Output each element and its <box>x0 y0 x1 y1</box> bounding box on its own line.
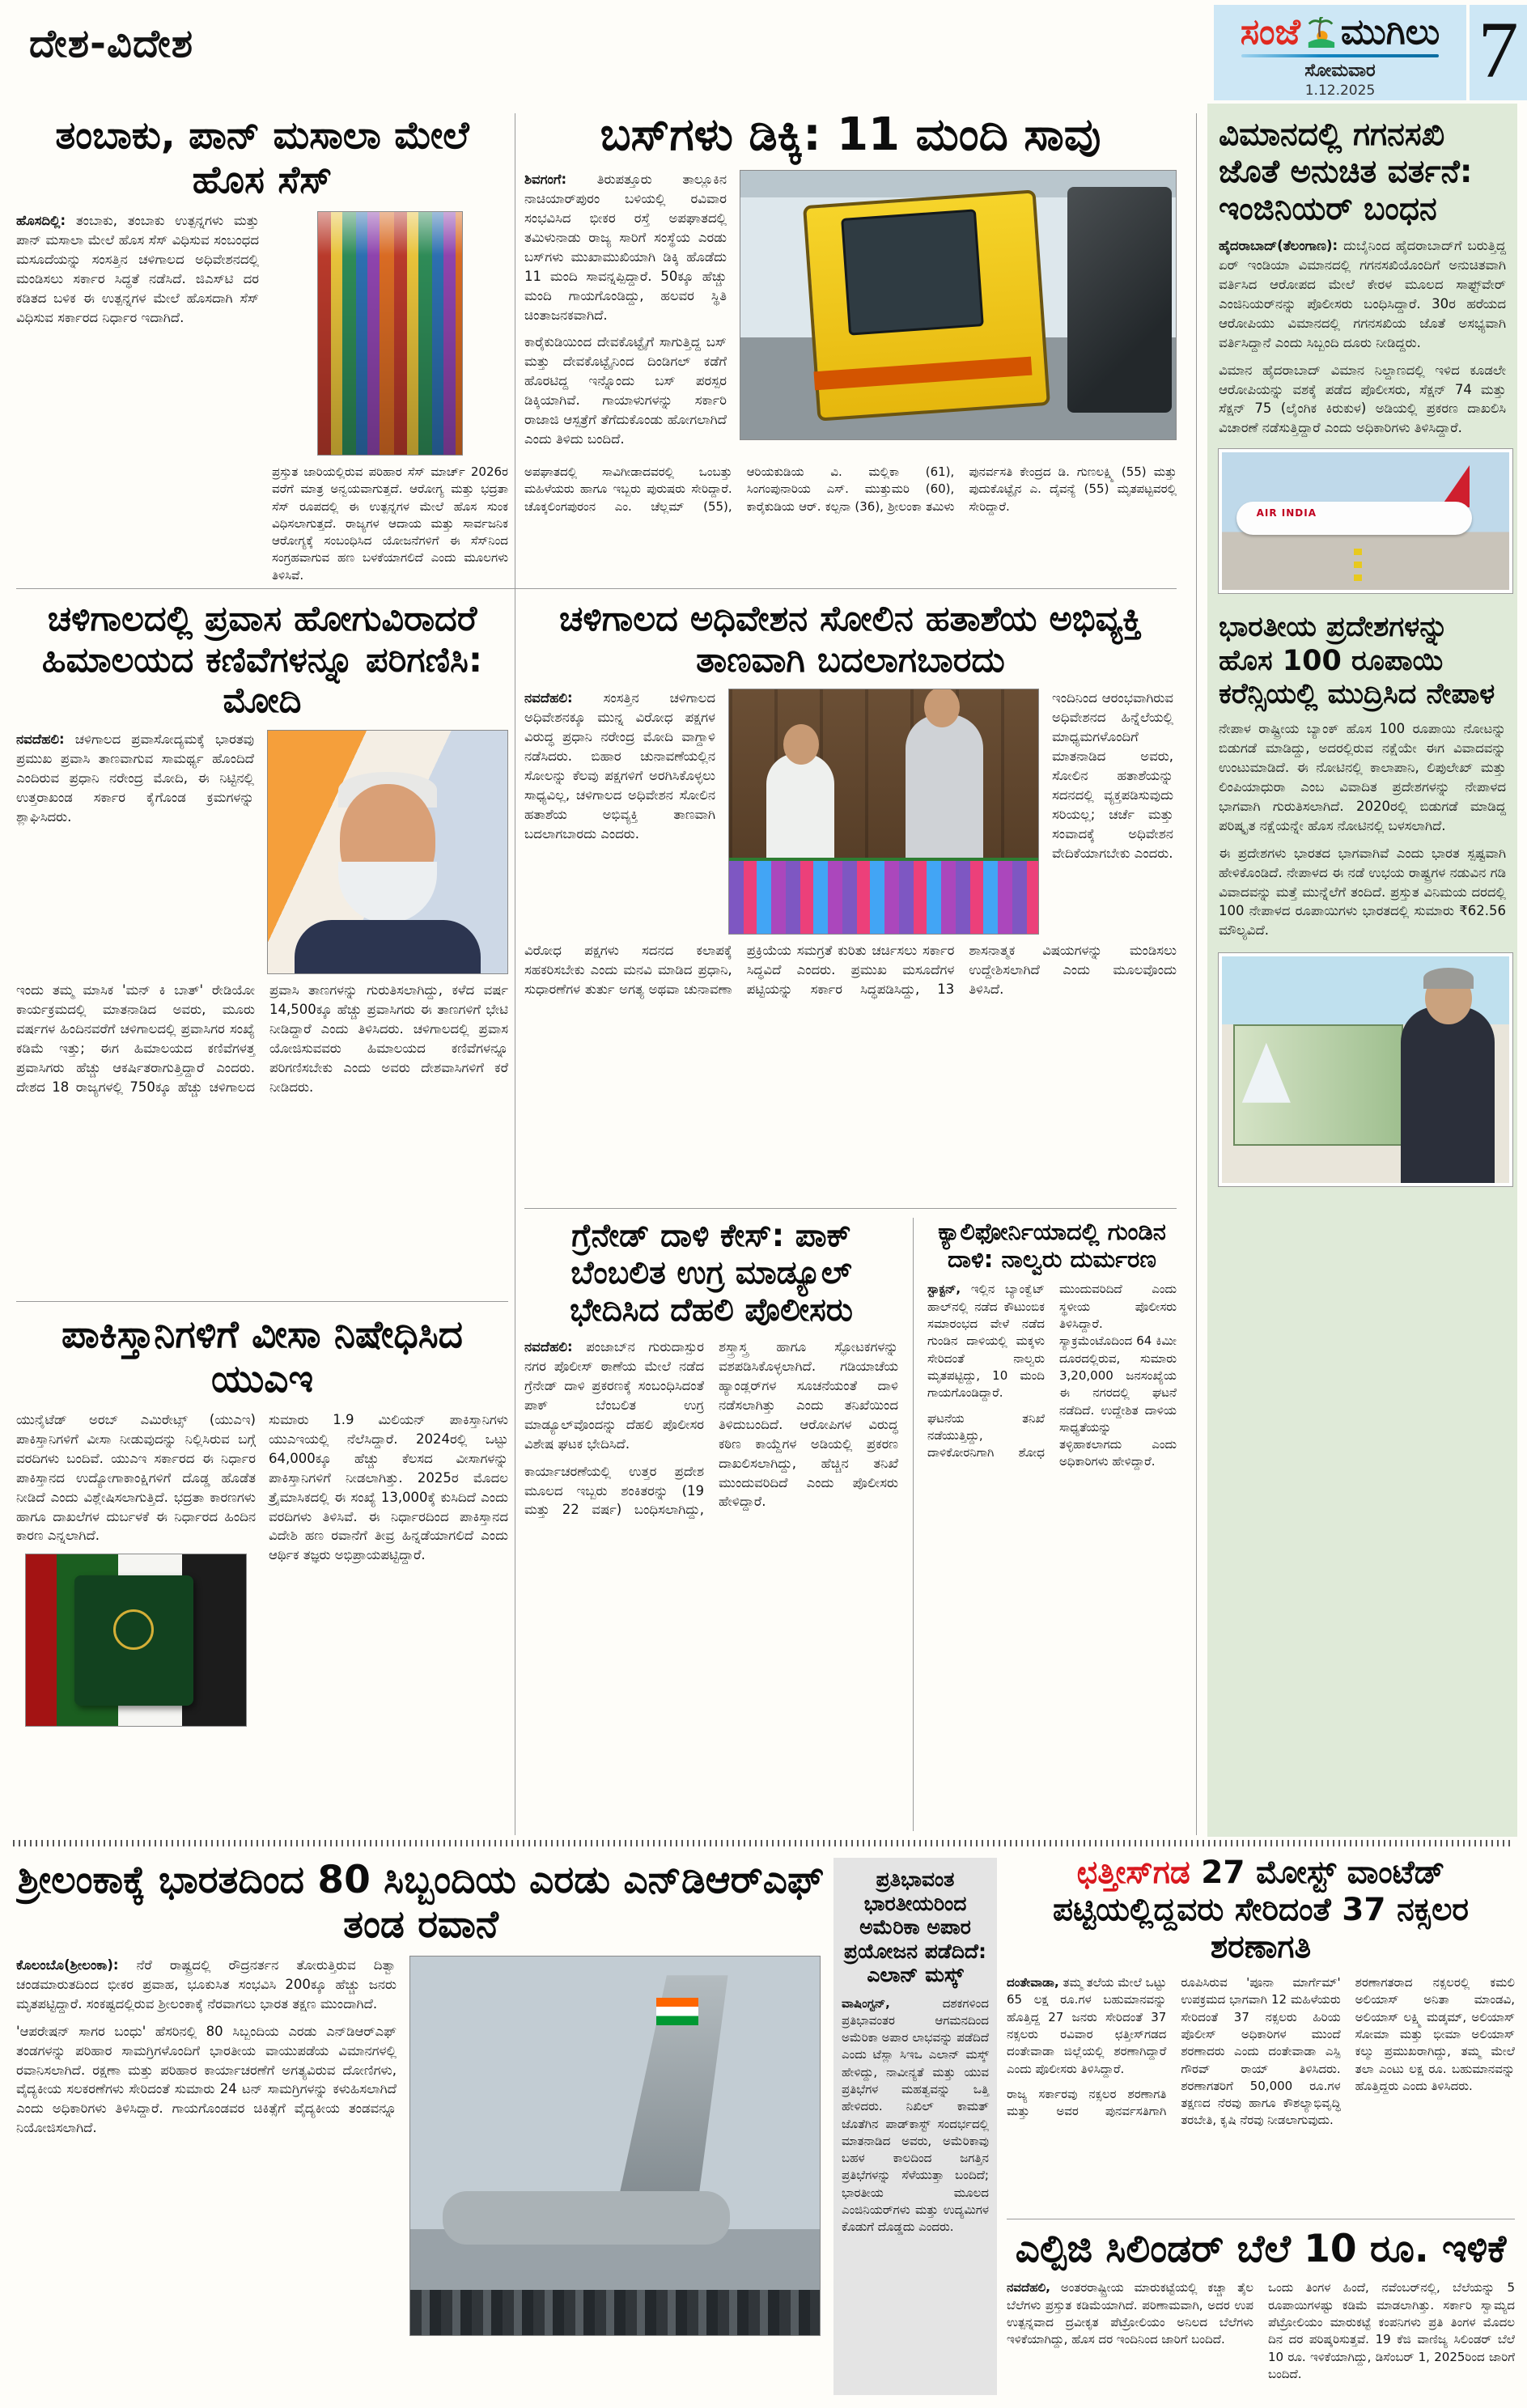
flight-headline: ವಿಮಾನದಲ್ಲಿ ಗಗನಸಖಿ ಜೊತೆ ಅನುಚಿತ ವರ್ತನೆ: ಇಂಜಿನಿಯರ್ ಬಂಧನ <box>1219 117 1473 228</box>
paper-name-black: ಮುಗಿಲು <box>1340 11 1440 53</box>
article-grenade <box>524 1218 898 1831</box>
bus-paragraph-3: ಅಪಘಾತದಲ್ಲಿ ಸಾವಿಗೀಡಾದವರಲ್ಲಿ ಒಂಬತ್ತು ಮಹಿಳೆಯರು ಹಾಗೂ ಇಬ್ಬರು ಪುರುಷರು ಸೇರಿದ್ದಾರೆ. ಚೊಕ್ಕಲಿಂಗಪುರಂನ ಎಂ. ಚೆಲ್ಲಮ್ (55), ಆರಿಯಕುಡಿಯ ವಿ. ಮಲ್ಲಿಕಾ (61), ಸಿಂಗಂಪುನಾರಿಯ ಎಸ್. ಮುತ್ತುಮರಿ (60), ಕಾರೈಕುಡಿಯ ಆರ್. ಕಲ್ಪನಾ (36), ಶ್ರೀಲಂಕಾ ತಮಿಳು ಪುನರ್ವಸತಿ ಕೇಂದ್ರದ ಡಿ. ಗುಣಲಕ್ಷ್ಮಿ (55) ಮತ್ತು ಪುದುಕೊಟ್ಟೈನ ಎ. ದೈವನ್ಯೆ (55) ಮೃತಪಟ್ಟವರಲ್ಲಿ ಸೇರಿದ್ದಾರೆ. <box>524 464 1177 514</box>
lpg-headline: ಎಲ್ಪಿಜಿ ಸಿಲಿಂಡರ್ ಬೆಲೆ 10 ರೂ. ಇಳಿಕೆ <box>1015 2227 1507 2271</box>
column-divider-mid <box>913 1218 914 1831</box>
paper-name-red: ಸಂಜೆ <box>1240 11 1300 53</box>
modi-dateline: ನವದೆಹಲಿ: <box>16 731 65 748</box>
bus-paragraph-1 <box>524 170 727 324</box>
flight-p1-text: ದುಬೈನಿಂದ ಹೈದರಾಬಾದ್‌ಗೆ ಬರುತ್ತಿದ್ದ ಏರ್ ಇಂಡಿಯಾ ವಿಮಾನದಲ್ಲಿ ಗಗನಸಖಿಯೊಂದಿಗೆ ಅನುಚಿತವಾಗಿ ವರ್ತಿಸಿದ ಆರೋಪದ ಮೇಲೆ ಕೇರಳ ಮೂಲದ ಸಾಫ್ಟ್‌ವೇರ್ ಎಂಜಿನಿಯರ್‌ನನ್ನು ಪೊಲೀಸರು ಬಂಧಿಸಿದ್ದಾರೆ. 30ರ ಹರೆಯದ ಆರೋಪಿಯು ವಿಮಾನದಲ್ಲಿ ಗಗನಸಖಿಯ ಜೊತೆ ಅಸಭ್ಯವಾಗಿ ವರ್ತಿಸಿದ್ದಾನೆ ಎಂದು ಸಿಬ್ಬಂದಿ ದೂರು ನೀಡಿದ್ದರು. <box>1219 238 1506 350</box>
article-uae <box>16 1312 508 1830</box>
chhattisgarh-paragraph-1 <box>1007 1974 1166 2078</box>
grenade-paragraph-1 <box>524 1338 704 1454</box>
article-bus <box>524 108 1177 586</box>
uae-headline: ಪಾಕಿಸ್ತಾನಿಗಳಿಗೆ ವೀಸಾ ನಿಷೇಧಿಸಿದ ಯುಎಇ <box>61 1312 464 1402</box>
california-paragraph-1 <box>927 1281 1045 1401</box>
article-lpg <box>1007 2227 1515 2398</box>
article-modi <box>16 599 508 1295</box>
session-headline: ಚಳಿಗಾಲದ ಅಧಿವೇಶನ ಸೋಲಿನ ಹತಾಶೆಯ ಅಭಿವ್ಯಕ್ತಿ ತಾಣವಾಗಿ ಬದಲಾಗಬಾರದು <box>558 599 1143 680</box>
column-divider-right <box>1196 113 1197 1835</box>
grenade-p1-text: ಪಂಜಾಬ್‌ನ ಗುರುದಾಸ್ಪುರ ನಗರ ಪೊಲೀಸ್ ಠಾಣೆಯ ಮೇಲೆ ನಡೆದ ಗ್ರೆನೇಡ್ ದಾಳಿ ಪ್ರಕರಣಕ್ಕೆ ಸಂಬಂಧಿಸಿದಂತೆ ಪಾಕ್ ಬೆಂಬಲಿತ ಉಗ್ರ ಮಾಡ್ಯೂಲ್‌ವೊಂದನ್ನು ದೆಹಲಿ ಪೊಲೀಸರ ವಿಶೇಷ ಘಟಕ ಭೇದಿಸಿದೆ. <box>524 1339 704 1452</box>
paper-logo <box>1214 5 1466 53</box>
uae-paragraph-1: ಯುನೈಟೆಡ್ ಅರಬ್ ಎಮಿರೇಟ್ಸ್ (ಯುಎಇ) ಪಾಕಿಸ್ತಾನಿಗಳಿಗೆ ವೀಸಾ ನೀಡುವುದನ್ನು ನಿಲ್ಲಿಸಿರುವ ಬಗ್ಗೆ ವರದಿಗಳು ಬಂದಿವೆ. ಯುಎಇ ಸರ್ಕಾರದ ಈ ನಿರ್ಧಾರ ಪಾಕಿಸ್ತಾನದ ಉದ್ಯೋಗಾಕಾಂಕ್ಷಿಗಳಿಗೆ ದೊಡ್ಡ ಹೊಡೆತ ನೀಡಿದೆ ಎಂದು ವಿಶ್ಲೇಷಿಸಲಾಗುತ್ತಿದೆ. ಭದ್ರತಾ ಕಾರಣಗಳು ಹಾಗೂ ದಾಖಲೆಗಳ ದುರ್ಬಳಕೆ ಈ ನಿರ್ಧಾರದ ಹಿಂದಿನ ಕಾರಣ ಎನ್ನಲಾಗಿದೆ. <box>16 1411 256 1544</box>
palm-tree-sun-icon <box>1305 17 1336 48</box>
california-paragraph-2: ಘಟನೆಯ ತನಿಖೆ ನಡೆಯುತ್ತಿದ್ದು, ದಾಳಿಕೋರನಿಗಾಗಿ ಶೋಧ ಮುಂದುವರಿದಿದೆ ಎಂದು ಸ್ಥಳೀಯ ಪೊಲೀಸರು ತಿಳಿಸಿದ್ದಾರೆ. ಸ್ಯಾಕ್ರಮೆಂಟೊದಿಂದ 64 ಕಿಮೀ ದೂರದಲ್ಲಿರುವ, ಸುಮಾರು 3,20,000 ಜನಸಂಖ್ಯೆಯ ಈ ನಗರದಲ್ಲಿ ಘಟನೆ ನಡೆದಿದೆ. ಉದ್ದೇಶಿತ ದಾಳಿಯ ಸಾಧ್ಯತೆಯನ್ನು ತಳ್ಳಿಹಾಕಲಾಗದು ಎಂದು ಅಧಿಕಾರಿಗಳು ಹೇಳಿದ್ದಾರೆ. <box>927 1282 1177 1469</box>
chhattisgarh-headline-red: ಛತ್ತೀಸ್‌ಗಡ <box>1076 1855 1190 1891</box>
chhattisgarh-dateline: ದಂತೇವಾಡಾ, <box>1007 1975 1059 1990</box>
lpg-dateline: ನವದೆಹಲಿ, <box>1007 2280 1050 2296</box>
musk-p1-text: ದಶಕಗಳಿಂದ ಪ್ರತಿಭಾವಂತರ ಆಗಮನದಿಂದ ಅಮೆರಿಕಾ ಅಪಾರ ಲಾಭವನ್ನು ಪಡೆದಿದೆ ಎಂದು ಟೆಸ್ಲಾ ಸಿಇಒ ಎಲಾನ್ ಮಸ್ಕ್ ಹೇಳಿದ್ದು, ನಾವೀನ್ಯತೆ ಮತ್ತು ಯುವ ಪ್ರತಿಭೆಗಳ ಮಹತ್ವವನ್ನು ಒತ್ತಿ ಹೇಳಿದರು. ನಿಖಿಲ್ ಕಾಮತ್ ಜೊತೆಗಿನ ಪಾಡ್‌ಕಾಸ್ಟ್ ಸಂದರ್ಭದಲ್ಲಿ ಮಾತನಾಡಿದ ಅವರು, ಅಮೆರಿಕಾವು ಬಹಳ ಕಾಲದಿಂದ ಜಗತ್ತಿನ ಪ್ರತಿಭೆಗಳನ್ನು ಸೆಳೆಯುತ್ತಾ ಬಂದಿದೆ; ಭಾರತೀಯ ಮೂಲದ ಎಂಜಿನಿಯರ್‌ಗಳು ಮತ್ತು ಉದ್ಯಮಿಗಳ ಕೊಡುಗೆ ದೊಡ್ಡದು ಎಂದರು. <box>842 1995 989 2235</box>
session-paragraph-1 <box>524 689 715 843</box>
article-california <box>927 1218 1177 1831</box>
musk-paragraph-1 <box>842 1995 989 2236</box>
california-headline: ಕ್ಯಾಲಿಫೋರ್ನಿಯಾದಲ್ಲಿ ಗುಂಡಿನ ದಾಳಿ: ನಾಲ್ವರು ದುರ್ಮರಣ <box>938 1218 1166 1274</box>
sachets-photo-shade <box>318 212 462 455</box>
bus-dateline: ಶಿವಗಂಗೆ: <box>524 172 567 188</box>
article-musk <box>833 1858 997 2395</box>
flight-paragraph-2: ವಿಮಾನ ಹೈದರಾಬಾದ್ ವಿಮಾನ ನಿಲ್ದಾಣದಲ್ಲಿ ಇಳಿದ ಕೂಡಲೇ ಆರೋಪಿಯನ್ನು ವಶಕ್ಕೆ ಪಡೆದ ಪೊಲೀಸರು, ಸೆಕ್ಷನ್ 74 ಮತ್ತು ಸೆಕ್ಷನ್ 75 (ಲೈಂಗಿಕ ಕಿರುಕುಳ) ಅಡಿಯಲ್ಲಿ ಪ್ರಕರಣ ದಾಖಲಿಸಿ ವಿಚಾರಣೆ ನಡೆಸುತ್ತಿದ್ದಾರೆ ಎಂದು ಅಧಿಕಾರಿಗಳು ತಿಳಿಸಿದ್ದಾರೆ. <box>1219 362 1506 436</box>
nepal-headline: ಭಾರತೀಯ ಪ್ರದೇಶಗಳನ್ನು ಹೊಸ 100 ರೂಪಾಯಿ ಕರೆನ್ಸಿಯಲ್ಲಿ ಮುದ್ರಿಸಿದ ನೇಪಾಳ <box>1219 611 1495 710</box>
article-session <box>524 599 1177 1204</box>
lpg-p1-text: ಅಂತರರಾಷ್ಟ್ರೀಯ ಮಾರುಕಟ್ಟೆಯಲ್ಲಿ ಕಚ್ಚಾ ತೈಲ ಬೆಲೆಗಳು ಪ್ರಸ್ತುತ ಕಡಿಮೆಯಾಗಿದೆ. ಪರಿಣಾಮವಾಗಿ, ಅದರ ಉಪ ಉತ್ಪನ್ನವಾದ ದ್ರವೀಕೃತ ಪೆಟ್ರೋಲಿಯಂ ಅನಿಲದ ಬೆಲೆಗಳು ಇಳಿಕೆಯಾಗಿದ್ದು, ಹೊಸ ದರ ಇಂದಿನಿಂದ ಜಾರಿಗೆ ಬಂದಿದೆ. <box>1007 2280 1253 2347</box>
jaishankar-figure-shape <box>1401 1007 1495 1186</box>
modi-photo-suit-shape <box>295 920 481 973</box>
indian-flag-icon <box>656 1998 698 2025</box>
article-tobacco <box>16 113 508 583</box>
article-chhattisgarh <box>1007 1855 1515 2214</box>
masthead-underline <box>1241 54 1438 57</box>
musk-headline: ಪ್ರತಿಭಾವಂತ ಭಾರತೀಯರಿಂದ ಅಮೆರಿಕಾ ಅಪಾರ ಪ್ರಯೋಜನ ಪಡೆದಿದೆ: ಎಲಾನ್ ಮಸ್ಕ್ <box>843 1867 986 1986</box>
chhattisgarh-p1-text: ತಮ್ಮ ತಲೆಯ ಮೇಲೆ ಒಟ್ಟು 65 ಲಕ್ಷ ರೂ.ಗಳ ಬಹುಮಾನವನ್ನು ಹೊತ್ತಿದ್ದ 27 ಜನರು ಸೇರಿದಂತೆ 37 ನಕ್ಸಲರು ರವಿವಾರ ಛತ್ತೀಸ್‌ಗಡದ ದಂತೇವಾಡಾ ಜಿಲ್ಲೆಯಲ್ಲಿ ಶರಣಾಗಿದ್ದಾರೆ ಎಂದು ಪೊಲೀಸರು ತಿಳಿಸಿದ್ದಾರೆ. <box>1007 1975 1167 2076</box>
pan-masala-sachets-photo <box>317 211 463 456</box>
air-india-plane-photo <box>1219 449 1512 593</box>
modi-p1-text: ಚಳಿಗಾಲದ ಪ್ರವಾಸೋದ್ಯಮಕ್ಕೆ ಭಾರತವು ಪ್ರಮುಖ ಪ್ರವಾಸಿ ತಾಣವಾಗುವ ಸಾಮರ್ಥ್ಯ ಹೊಂದಿದೆ ಎಂದಿರುವ ಪ್ರಧಾನಿ ನರೇಂದ್ರ ಮೋದಿ, ಈ ನಿಟ್ಟಿನಲ್ಲಿ ಉತ್ತರಾಖಂಡ ಸರ್ಕಾರ ಕೈಗೊಂಡ ಕ್ರಮಗಳನ್ನು ಶ್ಲಾಘಿಸಿದರು. <box>16 731 254 825</box>
ndrf-photo-fuselage-shape <box>443 2191 729 2245</box>
section-title: ದೇಶ-ವಿದೇಶ <box>29 21 193 66</box>
air-india-tail-shape <box>1440 465 1470 507</box>
chhattisgarh-headline-rest: 27 ಮೋಸ್ಟ್ ವಾಂಟೆಡ್ <box>1190 1855 1445 1891</box>
chhattisgarh-paragraph-2: ರಾಜ್ಯ ಸರ್ಕಾರವು ನಕ್ಸಲರ ಶರಣಾಗತಿ ಮತ್ತು ಅವರ ಪುನರ್ವಸತಿಗಾಗಿ ರೂಪಿಸಿರುವ 'ಪೂನಾ ಮಾರ್ಗೆಮ್' ಉಪಕ್ರಮದ ಭಾಗವಾಗಿ 12 ಮಹಿಳೆಯರು ಸೇರಿದಂತೆ 37 ನಕ್ಸಲರು ಹಿರಿಯ ಪೊಲೀಸ್ ಅಧಿಕಾರಿಗಳ ಮುಂದೆ ಶರಣಾದರು ಎಂದು ದಂತೇವಾಡಾ ಎಸ್ಪಿ ಗೌರವ್ ರಾಯ್ ತಿಳಿಸಿದರು. ಶರಣಾಗತರಿಗೆ 50,000 ರೂ.ಗಳ ತಕ್ಷಣದ ನೆರವು ಹಾಗೂ ಕೌಶಲ್ಯಾಭಿವೃದ್ಧಿ ತರಬೇತಿ, ಕೃಷಿ ನೆರವು ನೀಡಲಾಗುವುದು. <box>1007 1975 1341 2128</box>
dotted-divider <box>13 1840 1514 1846</box>
flight-dateline: ಹೈದರಾಬಾದ್(ತೆಲಂಗಾಣ): <box>1219 238 1338 254</box>
modi-photo-beard-shape <box>338 862 437 923</box>
srilanka-headline: ಶ್ರೀಲಂಕಾಕ್ಕೆ ಭಾರತದಿಂದ 80 ಸಿಬ್ಬಂದಿಯ ಎರಡು ಎನ್‌ಡಿಆರ್‌ಎಫ್ ತಂಡ ರವಾನೆ <box>17 1858 825 1948</box>
california-dateline: ಸ್ಟಾಕ್ಟನ್, <box>927 1282 961 1297</box>
section-divider-top <box>16 588 1177 589</box>
session-paragraph-2: ಇಂದಿನಿಂದ ಆರಂಭವಾಗಿರುವ ಅಧಿವೇಶನದ ಹಿನ್ನೆಲೆಯಲ್ಲಿ ಮಾಧ್ಯಮಗಳೊಂದಿಗೆ ಮಾತನಾಡಿದ ಅವರು, ಸೋಲಿನ ಹತಾಶೆಯನ್ನು ಸದನದಲ್ಲಿ ವ್ಯಕ್ತಪಡಿಸುವುದು ಸರಿಯಲ್ಲ; ಚರ್ಚೆ ಮತ್ತು ಸಂವಾದಕ್ಕೆ ಅಧಿವೇಶನ ವೇದಿಕೆಯಾಗಬೇಕು ಎಂದರು. <box>1052 690 1173 861</box>
musk-dateline: ವಾಷಿಂಗ್ಟನ್, <box>842 1995 890 2011</box>
air-india-photo-text: AIR INDIA <box>1256 507 1317 519</box>
bus-crash-photo <box>740 170 1177 440</box>
california-p1-text: ಇಲ್ಲಿನ ಬ್ಯಾಂಕ್ವೆಟ್ ಹಾಲ್‌ನಲ್ಲಿ ನಡೆದ ಕೌಟುಂಬಿಕ ಸಮಾರಂಭದ ವೇಳೆ ನಡೆದ ಗುಂಡಿನ ದಾಳಿಯಲ್ಲಿ ಮಕ್ಕಳು ಸೇರಿದಂತೆ ನಾಲ್ವರು ಮೃತಪಟ್ಟಿದ್ದು, 10 ಮಂದಿ ಗಾಯಗೊಂಡಿದ್ದಾರೆ. <box>927 1282 1045 1401</box>
ndrf-aircraft-photo <box>409 1956 821 2336</box>
article-srilanka <box>16 1858 825 2395</box>
session-p1-text: ಸಂಸತ್ತಿನ ಚಳಿಗಾಲದ ಅಧಿವೇಶನಕ್ಕೂ ಮುನ್ನ ವಿರೋಧ ಪಕ್ಷಗಳ ವಿರುದ್ಧ ಪ್ರಧಾನಿ ನರೇಂದ್ರ ಮೋದಿ ವಾಗ್ದಾಳಿ ನಡೆಸಿದರು. ಬಿಹಾರ ಚುನಾವಣೆಯಲ್ಲಿನ ಸೋಲನ್ನು ಕೆಲವು ಪಕ್ಷಗಳಿಗೆ ಅರಗಿಸಿಕೊಳ್ಳಲು ಸಾಧ್ಯವಿಲ್ಲ, ಚಳಿಗಾಲದ ಅಧಿವೇಶನ ಸೋಲಿನ ಹತಾಶೆಯ ಅಭಿವ್ಯಕ್ತಿ ತಾಣವಾಗಿ ಬದಲಾಗಬಾರದು ಎಂದರು. <box>524 690 715 842</box>
srilanka-paragraph-2: 'ಆಪರೇಷನ್ ಸಾಗರ ಬಂಧು' ಹೆಸರಿನಲ್ಲಿ 80 ಸಿಬ್ಬಂದಿಯ ಎರಡು ಎನ್‌ಡಿಆರ್‌ಎಫ್ ತಂಡಗಳನ್ನು ಪರಿಹಾರ ಸಾಮಗ್ರಿಗಳೊಂದಿಗೆ ಭಾರತೀಯ ವಾಯುಪಡೆಯ ವಿಮಾನಗಳಲ್ಲಿ ರವಾನಿಸಲಾಗಿದೆ. ರಕ್ಷಣಾ ಮತ್ತು ಪರಿಹಾರ ಕಾರ್ಯಾಚರಣೆಗೆ ಅಗತ್ಯವಿರುವ ದೋಣಿಗಳು, ವೈದ್ಯಕೀಯ ಸಲಕರಣೆಗಳು ಸೇರಿದಂತೆ ಸುಮಾರು 24 ಟನ್ ಸಾಮಗ್ರಿಗಳನ್ನು ಕಳುಹಿಸಲಾಗಿದೆ ಎಂದು ಅಧಿಕಾರಿಗಳು ತಿಳಿಸಿದ್ದಾರೆ. ಗಾಯಗೊಂಡವರ ಚಿಕಿತ್ಸೆಗೆ ವೈದ್ಯಕೀಯ ತಂಡವನ್ನೂ ನಿಯೋಜಿಸಲಾಗಿದೆ. <box>16 2023 397 2136</box>
lpg-paragraph-2: ಒಂದು ತಿಂಗಳ ಹಿಂದೆ, ನವೆಂಬರ್‌ನಲ್ಲಿ, ಬೆಲೆಯನ್ನು 5 ರೂಪಾಯಿಗಳಷ್ಟು ಕಡಿಮೆ ಮಾಡಲಾಗಿತ್ತು. ಸರ್ಕಾರಿ ಸ್ವಾಮ್ಯದ ಪೆಟ್ರೋಲಿಯಂ ಮಾರುಕಟ್ಟೆ ಕಂಪನಿಗಳು ಪ್ರತಿ ತಿಂಗಳ ಮೊದಲ ದಿನ ದರ ಪರಿಷ್ಕರಿಸುತ್ತವೆ. 19 ಕೆಜಿ ವಾಣಿಜ್ಯ ಸಿಲಿಂಡರ್ ಬೆಲೆ 10 ರೂ. ಇಳಿಕೆಯಾಗಿದ್ದು, ಡಿಸೆಂಬರ್ 1, 2025ರಿಂದ ಜಾರಿಗೆ ಬಂದಿದೆ. <box>1268 2280 1515 2381</box>
modi-paragraph-2: ಇಂದು ತಮ್ಮ ಮಾಸಿಕ 'ಮನ್ ಕಿ ಬಾತ್' ರೇಡಿಯೋ ಕಾರ್ಯಕ್ರಮದಲ್ಲಿ ಮಾತನಾಡಿದ ಅವರು, ಮೂರು ವರ್ಷಗಳ ಹಿಂದಿನವರೆಗೆ ಚಳಿಗಾಲದಲ್ಲಿ ಪ್ರವಾಸಿಗರ ಸಂಖ್ಯೆ ಕಡಿಮೆ ಇತ್ತು; ಈಗ ಹಿಮಾಲಯದ ಕಣಿವೆಗಳತ್ತ ಪ್ರವಾಸಿಗರು ಹೆಚ್ಚು ಆಕರ್ಷಿತರಾಗುತ್ತಿದ್ದಾರೆ ಎಂದರು. ದೇಶದ 18 ರಾಜ್ಯಗಳಲ್ಲಿ 750ಕ್ಕೂ ಹೆಚ್ಚು ಚಳಿಗಾಲದ ಪ್ರವಾಸಿ ತಾಣಗಳನ್ನು ಗುರುತಿಸಲಾಗಿದ್ದು, ಕಳೆದ ವರ್ಷ 14,500ಕ್ಕೂ ಹೆಚ್ಚು ಪ್ರವಾಸಿಗರು ಈ ತಾಣಗಳಿಗೆ ಭೇಟಿ ನೀಡಿದ್ದಾರೆ ಎಂದು ತಿಳಿಸಿದರು. ಚಳಿಗಾಲದಲ್ಲಿ ಪ್ರವಾಸ ಯೋಜಿಸುವವರು ಹಿಮಾಲಯದ ಕಣಿವೆಗಳನ್ನೂ ಪರಿಗಣಿಸಬೇಕು ಎಂದು ಅವರು ದೇಶವಾಸಿಗಳಿಗೆ ಕರೆ ನೀಡಿದರು. <box>16 982 508 1095</box>
grenade-headline: ಗ್ರೆನೇಡ್ ದಾಳಿ ಕೇಸ್: ಪಾಕ್ ಬೆಂಬಲಿತ ಉಗ್ರ ಮಾಡ್ಯೂಲ್ ಭೇದಿಸಿದ ದೆಹಲಿ ಪೊಲೀಸರು <box>570 1218 853 1329</box>
air-india-runway-shape <box>1354 549 1362 582</box>
nepal-paragraph-1: ನೇಪಾಳ ರಾಷ್ಟ್ರೀಯ ಬ್ಯಾಂಕ್ ಹೊಸ 100 ರೂಪಾಯಿ ನೋಟನ್ನು ಬಿಡುಗಡೆ ಮಾಡಿದ್ದು, ಅದರಲ್ಲಿರುವ ನಕ್ಷೆಯೇ ಈಗ ವಿವಾದವನ್ನು ಉಂಟುಮಾಡಿದೆ. ಈ ನೋಟಿನಲ್ಲಿ ಕಾಲಾಪಾನಿ, ಲಿಪುಲೇಖ್ ಮತ್ತು ಲಿಂಪಿಯಾಧುರಾ ಎಂಬ ವಿವಾದಿತ ಪ್ರದೇಶಗಳನ್ನು ನೇಪಾಳದ ಭಾಗವಾಗಿ ಗುರುತಿಸಲಾಗಿದೆ. 2020ರಲ್ಲಿ ಬಿಡುಗಡೆ ಮಾಡಿದ್ದ ಪರಿಷ್ಕೃತ ನಕ್ಷೆಯನ್ನೇ ಹೊಸ ನೋಟಿನಲ್ಲಿ ಬಳಸಲಾಗಿದೆ. <box>1219 721 1506 833</box>
jaishankar-hair-shape <box>1423 968 1474 989</box>
session-paragraph-3: ವಿರೋಧ ಪಕ್ಷಗಳು ಸದನದ ಕಲಾಪಕ್ಕೆ ಸಹಕರಿಸಬೇಕು ಎಂದು ಮನವಿ ಮಾಡಿದ ಪ್ರಧಾನಿ, ಸುಧಾರಣೆಗಳ ತುರ್ತು ಅಗತ್ಯ ಅಥವಾ ಚುನಾವಣಾ ಪ್ರಕ್ರಿಯೆಯ ಸಮಗ್ರತೆ ಕುರಿತು ಚರ್ಚಿಸಲು ಸರ್ಕಾರ ಸಿದ್ಧವಿದೆ ಎಂದರು. ಪ್ರಮುಖ ಮಸೂದೆಗಳ ಪಟ್ಟಿಯನ್ನು ಸರ್ಕಾರ ಸಿದ್ಧಪಡಿಸಿದ್ದು, 13 ಶಾಸನಾತ್ಮಕ ವಿಷಯಗಳನ್ನು ಮಂಡಿಸಲು ಉದ್ದೇಶಿಸಲಾಗಿದೆ ಎಂದು ಮೂಲವೊಂದು ತಿಳಿಸಿದೆ. <box>524 943 1177 998</box>
modi-headline: ಚಳಿಗಾಲದಲ್ಲಿ ಪ್ರವಾಸ ಹೋಗುವಿರಾದರೆ ಹಿಮಾಲಯದ ಕಣಿವೆಗಳನ್ನೂ ಪರಿಗಣಿಸಿ: ಮೋದಿ <box>41 599 483 722</box>
parliament-photo-flowers-shape <box>729 858 1038 935</box>
lpg-paragraph-1 <box>1007 2279 1253 2348</box>
page-number: 7 <box>1470 5 1527 100</box>
masthead-date: 1.12.2025 <box>1304 83 1376 99</box>
modi-portrait-photo <box>267 730 508 974</box>
masthead-day: ಸೋಮವಾರ <box>1304 61 1376 81</box>
flight-paragraph-1 <box>1219 236 1506 353</box>
nepal-currency-jaishankar-photo <box>1219 953 1512 1186</box>
section-divider-session <box>524 1208 1177 1209</box>
right-column-green-box <box>1207 104 1517 1837</box>
pakistan-passport-photo <box>25 1554 247 1727</box>
parliament-photo-head1-shape <box>783 724 819 765</box>
srilanka-paragraph-1 <box>16 1956 397 2014</box>
ndrf-photo-tailfin-shape <box>583 1975 728 2218</box>
nepal-paragraph-2: ಈ ಪ್ರದೇಶಗಳು ಭಾರತದ ಭಾಗವಾಗಿವೆ ಎಂದು ಭಾರತ ಸ್ಪಷ್ಟವಾಗಿ ಹೇಳಿಕೊಂಡಿದೆ. ನೇಪಾಳದ ಈ ನಡೆ ಉಭಯ ರಾಷ್ಟ್ರಗಳ ನಡುವಿನ ಗಡಿ ವಿವಾದವನ್ನು ಮತ್ತೆ ಮುನ್ನೆಲೆಗೆ ತಂದಿದೆ. ಪ್ರಸ್ತುತ ವಿನಿಮಯ ದರದಲ್ಲಿ 100 ನೇಪಾಳದ ರೂಪಾಯಿಗಳು ಭಾರತದಲ್ಲಿ ಸುಮಾರು ₹62.56 ಮೌಲ್ಯವಿದೆ. <box>1219 845 1506 939</box>
parliament-photo-modi-shape <box>906 714 983 868</box>
tobacco-dateline: ಹೊಸದಿಲ್ಲಿ: <box>16 212 66 228</box>
tobacco-headline: ತಂಬಾಕು, ಪಾನ್ ಮಸಾಲಾ ಮೇಲೆ ಹೊಸ ಸೆಸ್ <box>55 113 469 203</box>
grenade-paragraph-2: ಕಾರ್ಯಾಚರಣೆಯಲ್ಲಿ ಉತ್ತರ ಪ್ರದೇಶ ಮೂಲದ ಇಬ್ಬರು ಶಂಕಿತರನ್ನು (19 ಮತ್ತು 22 ವರ್ಷ) ಬಂಧಿಸಲಾಗಿದ್ದು, ಶಸ್ತ್ರಾಸ್ತ್ರ ಹಾಗೂ ಸ್ಫೋಟಕಗಳನ್ನು ವಶಪಡಿಸಿಕೊಳ್ಳಲಾಗಿದೆ. ಗಡಿಯಾಚೆಯ ಹ್ಯಾಂಡ್ಲರ್‌ಗಳ ಸೂಚನೆಯಂತೆ ದಾಳಿ ನಡೆಸಲಾಗಿತ್ತು ಎಂದು ತನಿಖೆಯಿಂದ ತಿಳಿದುಬಂದಿದೆ. ಆರೋಪಿಗಳ ವಿರುದ್ಧ ಕಠಿಣ ಕಾಯ್ದೆಗಳ ಅಡಿಯಲ್ಲಿ ಪ್ರಕರಣ ದಾಖಲಿಸಲಾಗಿದ್ದು, ಹೆಚ್ಚಿನ ತನಿಖೆ ಮುಂದುವರಿದಿದೆ ಎಂದು ಪೊಲೀಸರು ಹೇಳಿದ್ದಾರೆ. <box>524 1339 898 1518</box>
tobacco-p1-text: ತಂಬಾಕು, ತಂಬಾಕು ಉತ್ಪನ್ನಗಳು ಮತ್ತು ಪಾನ್ ಮಸಾಲಾ ಮೇಲೆ ಹೊಸ ಸೆಸ್ ವಿಧಿಸುವ ಸಂಬಂಧದ ಮಸೂದೆಯನ್ನು ಸಂಸತ್ತಿನ ಚಳಿಗಾಲದ ಅಧಿವೇಶನದಲ್ಲಿ ಮಂಡಿಸಲು ಸರ್ಕಾರ ಸಿದ್ಧತೆ ನಡೆಸಿದೆ. ಜಿಎಸ್‌ಟಿ ದರ ಕಡಿತದ ಬಳಿಕ ಈ ಉತ್ಪನ್ನಗಳ ಮೇಲೆ ಹೊಸದಾಗಿ ಸೆಸ್ ವಿಧಿಸುವ ಸರ್ಕಾರದ ನಿರ್ಧಾರ ಇದಾಗಿದೆ. <box>16 212 259 325</box>
grenade-dateline: ನವದೆಹಲಿ: <box>524 1339 573 1355</box>
bus-crash-photo-window-shape <box>841 210 984 337</box>
srilanka-dateline: ಕೊಲಂಬೊ(ಶ್ರೀಲಂಕಾ): <box>16 1956 119 1973</box>
bus-p1-text: ತಿರುಪತ್ತೂರು ತಾಲ್ಲೂಕಿನ ನಾಚಿಯಾರ್‌ಪುರಂ ಬಳಿಯಲ್ಲಿ ರವಿವಾರ ಸಂಭವಿಸಿದ ಭೀಕರ ರಸ್ತೆ ಅಪಘಾತದಲ್ಲಿ ತಮಿಳುನಾಡು ರಾಜ್ಯ ಸಾರಿಗೆ ಸಂಸ್ಥೆಯ ಎರಡು ಬಸ್‌ಗಳು ಮುಖಾಮುಖಿಯಾಗಿ ಡಿಕ್ಕಿ ಹೊಡೆದು 11 ಮಂದಿ ಸಾವನ್ನಪ್ಪಿದ್ದಾರೆ. 50ಕ್ಕೂ ಹೆಚ್ಚು ಮಂದಿ ಗಾಯಗೊಂಡಿದ್ದು, ಹಲವರ ಸ್ಥಿತಿ ಚಿಂತಾಜನಕವಾಗಿದೆ. <box>524 172 727 323</box>
session-dateline: ನವದೆಹಲಿ: <box>524 690 573 706</box>
bus-paragraph-2: ಕಾರೈಕುಡಿಯಿಂದ ದೇವಕೊಟ್ಟೈಗೆ ಸಾಗುತ್ತಿದ್ದ ಬಸ್ ಮತ್ತು ದೇವಕೊಟ್ಟೈನಿಂದ ದಿಂಡಿಗಲ್ ಕಡೆಗೆ ಹೊರಟಿದ್ದ ಇನ್ನೊಂದು ಬಸ್ ಪರಸ್ಪರ ಡಿಕ್ಕಿಯಾಗಿವೆ. ಗಾಯಾಳುಗಳನ್ನು ಸರ್ಕಾರಿ ರಾಜಾಜಿ ಆಸ್ಪತ್ರೆಗೆ ತೆಗೆದುಕೊಂಡು ಹೋಗಲಾಗಿದೆ ಎಂದು ತಿಳಿದು ಬಂದಿದೆ. <box>524 334 727 447</box>
srilanka-p1-text: ನೆರೆ ರಾಷ್ಟ್ರದಲ್ಲಿ ರೌದ್ರನರ್ತನ ತೋರುತ್ತಿರುವ ದಿತ್ವಾ ಚಂಡಮಾರುತದಿಂದ ಭೀಕರ ಪ್ರವಾಹ, ಭೂಕುಸಿತ ಸಂಭವಿಸಿ 200ಕ್ಕೂ ಹೆಚ್ಚು ಜನರು ಮೃತಪಟ್ಟಿದ್ದಾರೆ. ಸಂಕಷ್ಟದಲ್ಲಿರುವ ಶ್ರೀಲಂಕಾಕ್ಕೆ ನೆರವಾಗಲು ಭಾರತ ತಕ್ಷಣ ಮುಂದಾಗಿದೆ. <box>16 1956 397 2012</box>
masthead-box <box>1214 5 1466 100</box>
chhattisgarh-paragraph-3: ಶರಣಾಗತರಾದ ನಕ್ಸಲರಲ್ಲಿ ಕಮಲಿ ಅಲಿಯಾಸ್ ಅನಿತಾ ಮಾಂಡವಿ, ಅಲಿಯಾಸ್ ಲಕ್ಷ್ಮಿ ಮಡ್ಕಮ್, ಅಲಿಯಾಸ್ ಸೋಮಾ ಮತ್ತು ಭೀಮಾ ಅಲಿಯಾಸ್ ಕಲ್ಮು ಪ್ರಮುಖರಾಗಿದ್ದು, ತಮ್ಮ ಮೇಲೆ ತಲಾ ಎಂಟು ಲಕ್ಷ ರೂ. ಬಹುಮಾನವನ್ನು ಹೊತ್ತಿದ್ದರು ಎಂದು ತಿಳಿಸಿದರು. <box>1355 1975 1515 2093</box>
chhattisgarh-headline-line2: ಪಟ್ಟಿಯಲ್ಲಿದ್ದವರು ಸೇರಿದಂತೆ 37 ನಕ್ಸಲರ ಶರಣಾಗತಿ <box>1052 1892 1470 1966</box>
parliament-speech-photo <box>728 689 1039 935</box>
bus-crash-photo-wreck-shape <box>1067 187 1172 413</box>
section-divider-uae <box>16 1301 508 1302</box>
tobacco-paragraph-2: ಪ್ರಸ್ತುತ ಜಾರಿಯಲ್ಲಿರುವ ಪರಿಹಾರ ಸೆಸ್ ಮಾರ್ಚ್ 2026ರ ವರೆಗೆ ಮಾತ್ರ ಅನ್ವಯವಾಗುತ್ತದೆ. ಆರೋಗ್ಯ ಮತ್ತು ಭದ್ರತಾ ಸೆಸ್ ರೂಪದಲ್ಲಿ ಈ ಉತ್ಪನ್ನಗಳ ಮೇಲೆ ಹೊಸ ಸುಂಕ ವಿಧಿಸಲಾಗುತ್ತದೆ. ರಾಜ್ಯಗಳ ಆದಾಯ ಮತ್ತು ಸಾರ್ವಜನಿಕ ಆರೋಗ್ಯಕ್ಕೆ ಸಂಬಂಧಿಸಿದ ಯೋಜನೆಗಳಿಗೆ ಈ ಸೆಸ್‌ನಿಂದ ಸಂಗ್ರಹವಾಗುವ ಹಣ ಬಳಕೆಯಾಗಲಿದೆ ಎಂದು ಮೂಲಗಳು ತಿಳಿಸಿವೆ. <box>272 464 508 583</box>
ndrf-photo-crowd-shape <box>410 2290 820 2335</box>
chhattisgarh-headline <box>1007 1855 1515 1966</box>
passport-emblem-shape <box>113 1609 154 1650</box>
bus-headline: ಬಸ್‌ಗಳು ಡಿಕ್ಕಿ: 11 ಮಂದಿ ಸಾವು <box>600 108 1101 161</box>
modi-paragraph-1 <box>16 730 254 827</box>
tobacco-paragraph-1 <box>16 211 259 328</box>
uae-paragraph-2: ಸುಮಾರು 1.9 ಮಿಲಿಯನ್ ಪಾಕಿಸ್ತಾನಿಗಳು ಯುಎಇಯಲ್ಲಿ ನೆಲೆಸಿದ್ದಾರೆ. 2024ರಲ್ಲಿ ಒಟ್ಟು 64,000ಕ್ಕೂ ಹೆಚ್ಚು ಕೆಲಸದ ವೀಸಾಗಳನ್ನು ಪಾಕಿಸ್ತಾನಿಗಳಿಗೆ ನೀಡಲಾಗಿತ್ತು. 2025ರ ಮೊದಲ ತ್ರೈಮಾಸಿಕದಲ್ಲಿ ಈ ಸಂಖ್ಯೆ 13,000ಕ್ಕೆ ಕುಸಿದಿದೆ ಎಂದು ವರದಿಗಳು ತಿಳಿಸಿವೆ. ಈ ನಿರ್ಧಾರದಿಂದ ಪಾಕಿಸ್ತಾನದ ವಿದೇಶಿ ಹಣ ರವಾನೆಗೆ ತೀವ್ರ ಹಿನ್ನಡೆಯಾಗಲಿದೆ ಎಂದು ಆರ್ಥಿಕ ತಜ್ಞರು ಅಭಿಪ್ರಾಯಪಟ್ಟಿದ್ದಾರೆ. <box>269 1411 508 1563</box>
